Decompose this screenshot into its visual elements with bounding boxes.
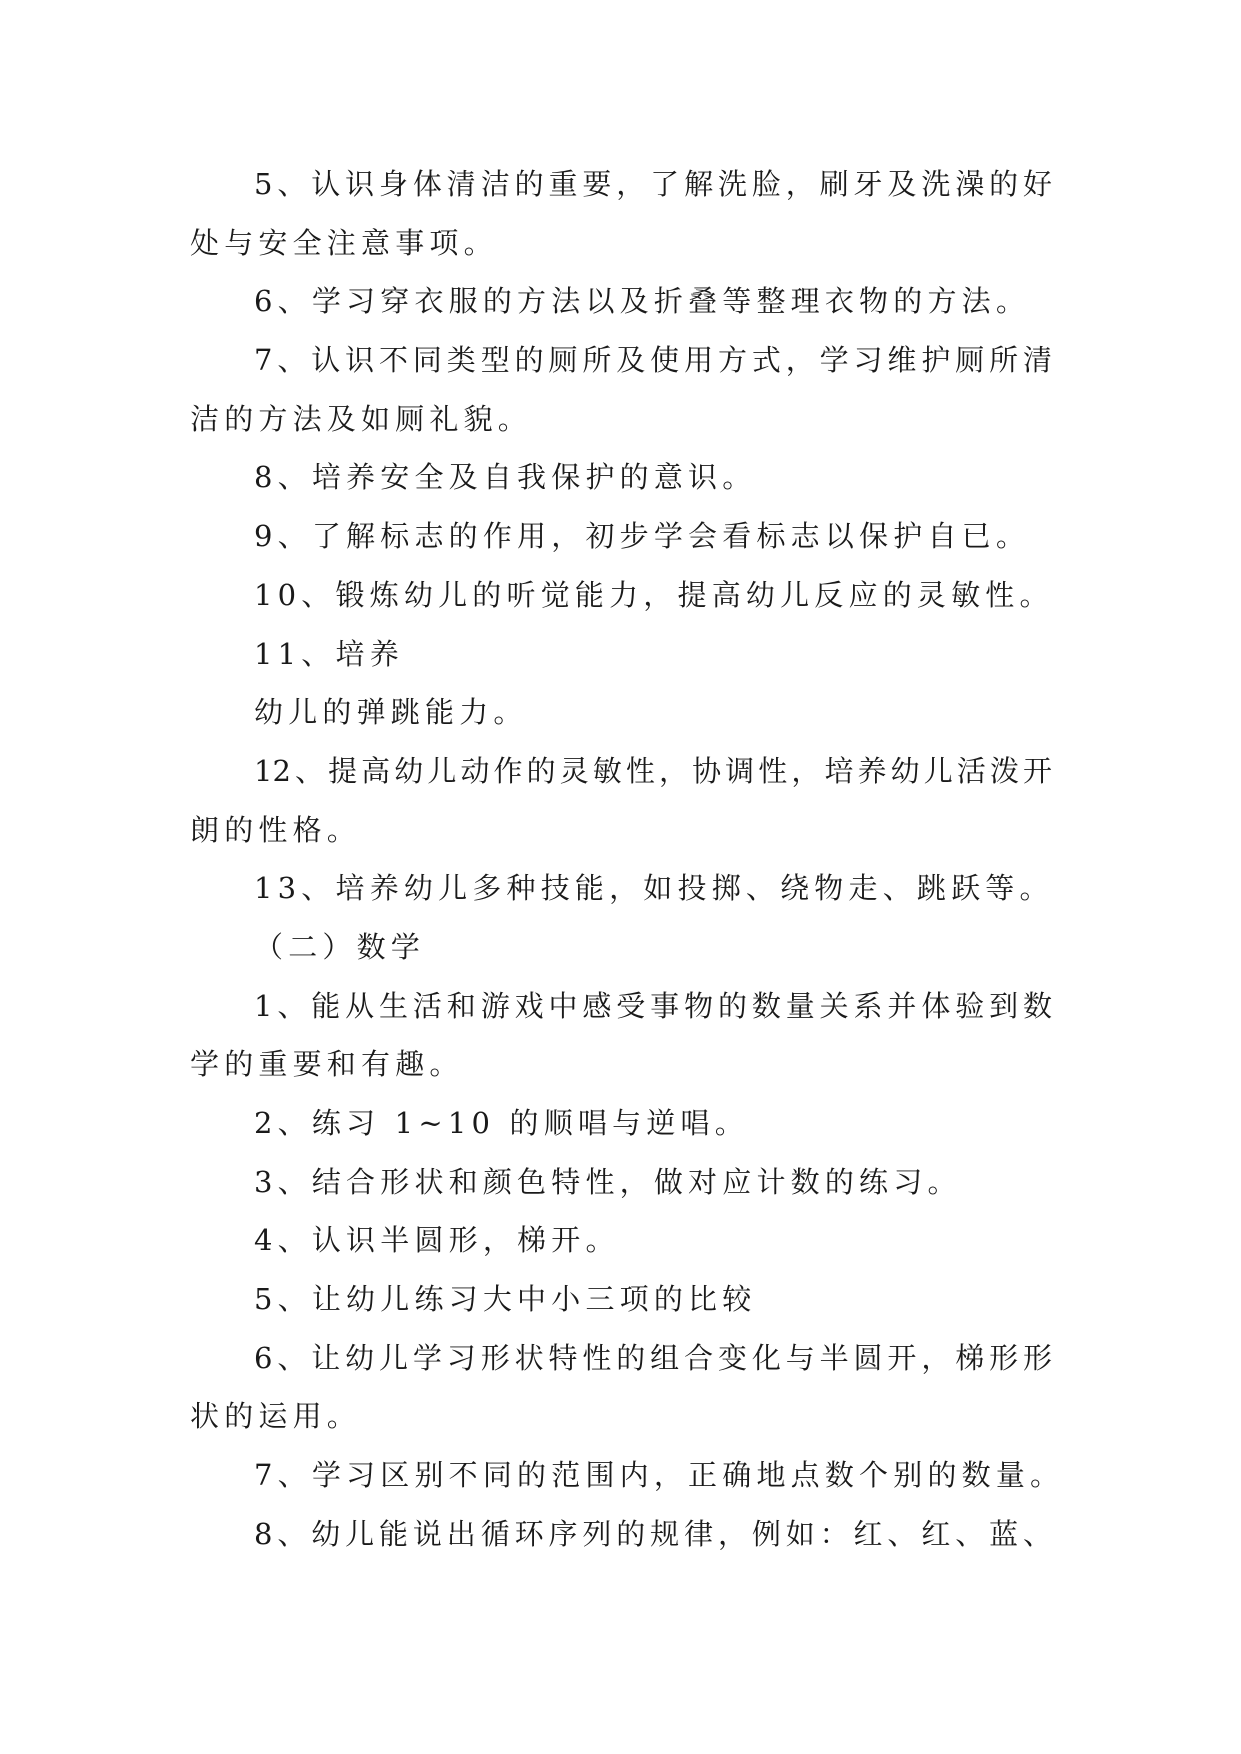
paragraph-line: 1、能从生活和游戏中感受事物的数量关系并体验到数 — [254, 988, 1052, 1023]
paragraph-line: 4、认识半圆形，梯开。 — [254, 1223, 620, 1258]
paragraph-line: 13、培养幼儿多种技能，如投掷、绕物走、跳跃等。 — [254, 871, 1054, 906]
paragraph-line: 2、练习 1~10 的顺唱与逆唱。 — [254, 1106, 749, 1140]
paragraph-line: 6、学习穿衣服的方法以及折叠等整理衣物的方法。 — [254, 284, 1031, 319]
paragraph-line: 朗的性格。 — [190, 812, 362, 847]
paragraph-line: 5、认识身体清洁的重要，了解洗脸，刷牙及洗澡的好 — [254, 167, 1052, 201]
paragraph-line: 学的重要和有趣。 — [190, 1047, 464, 1082]
paragraph-line: 幼儿的弹跳能力。 — [254, 695, 528, 730]
paragraph-line: 8、幼儿能说出循环序列的规律，例如：红、红、蓝、 — [254, 1516, 1052, 1551]
paragraph-line: 洁的方法及如厕礼貌。 — [190, 401, 533, 436]
document-page — [190, 155, 1065, 1564]
paragraph-line: 状的运用。 — [190, 1399, 362, 1434]
paragraph-line: 10、锻炼幼儿的听觉能力，提高幼儿反应的灵敏性。 — [254, 577, 1054, 612]
paragraph-line: 9、了解标志的作用，初步学会看标志以保护自已。 — [254, 519, 1031, 554]
paragraph-line: 6、让幼儿学习形状特性的组合变化与半圆开，梯形形 — [254, 1340, 1052, 1375]
paragraph-line: 3、结合形状和颜色特性，做对应计数的练习。 — [254, 1164, 962, 1199]
paragraph-line: 处与安全注意事项。 — [190, 225, 498, 260]
paragraph-line: 7、学习区别不同的范围内，正确地点数个别的数量。 — [254, 1458, 1065, 1493]
paragraph-line: 5、让幼儿练习大中小三项的比较 — [254, 1282, 757, 1317]
paragraph-line: （二）数学 — [254, 929, 426, 964]
paragraph-line: 11、培养 — [254, 636, 404, 671]
paragraph-line: 8、培养安全及自我保护的意识。 — [254, 460, 757, 495]
paragraph-line: 12、提高幼儿动作的灵敏性，协调性，培养幼儿活泼开 — [254, 753, 1052, 788]
paragraph-line: 7、认识不同类型的厕所及使用方式，学习维护厕所清 — [254, 343, 1052, 378]
